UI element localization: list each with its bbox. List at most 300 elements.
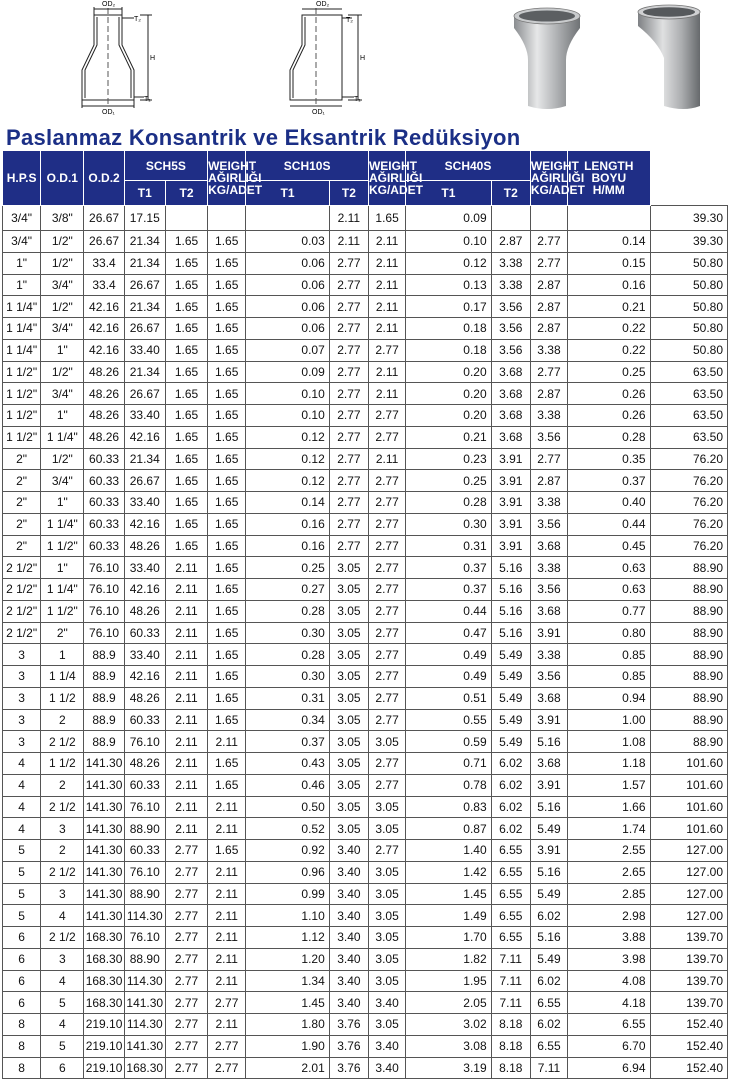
table-cell: 1.65 [208,470,246,492]
table-cell: 141.30 [124,1035,165,1057]
table-cell: 0.92 [246,840,329,862]
table-cell: 1.65 [208,753,246,775]
table-cell: 2.87 [530,470,567,492]
table-cell: 2.77 [165,905,207,927]
table-cell: 3.40 [368,992,405,1014]
table-cell: 0.14 [568,231,650,253]
table-cell: 2.87 [530,274,567,296]
table-cell: 2.87 [530,318,567,340]
table-cell: 2.77 [329,470,368,492]
table-cell: 6.55 [530,1035,567,1057]
table-cell: 1.70 [406,927,491,949]
table-cell: 60.33 [124,622,165,644]
table-cell: 2.55 [568,840,650,862]
table-cell: 127.00 [650,840,728,862]
table-cell: 3.05 [368,883,405,905]
table-cell: 2" [3,513,41,535]
table-cell: 5 [41,992,84,1014]
table-cell: 2.77 [329,274,368,296]
table-row [3,318,728,340]
table-cell: 88.90 [124,948,165,970]
table-cell: 2.77 [368,709,405,731]
table-cell: 42.16 [124,666,165,688]
table-cell: 4 [41,905,84,927]
table-cell: 2.77 [329,318,368,340]
table-cell: 5 [3,905,41,927]
table-cell: 3.91 [530,622,567,644]
table-cell: 2.77 [329,426,368,448]
table-cell: 1.45 [406,883,491,905]
table-cell: 1.65 [165,426,207,448]
table-cell: 1.65 [165,296,207,318]
table-cell: 60.33 [84,535,124,557]
table-cell: 2.77 [368,644,405,666]
table-cell: 3.38 [530,405,567,427]
table-cell: 4 [3,818,41,840]
table-cell: 42.16 [84,318,124,340]
eccentric-reducer-photo [614,2,724,117]
table-cell: 6.02 [530,1014,567,1036]
col-length: LENGTH BOYU H/MM [568,151,650,206]
table-cell: 6.55 [568,1014,650,1036]
table-cell: 2.11 [208,1014,246,1036]
table-cell: 1" [3,274,41,296]
table-cell: 2.11 [368,252,405,274]
table-row [3,666,728,688]
table-cell: 0.43 [246,753,329,775]
table-cell: 3.05 [368,970,405,992]
table-cell: 0.50 [246,796,329,818]
table-cell: 8 [3,1014,41,1036]
table-cell: 76.10 [124,861,165,883]
table-cell: 76.20 [650,470,728,492]
table-cell: 127.00 [650,883,728,905]
table-cell: 17.15 [124,206,165,231]
table-cell: 2" [3,535,41,557]
table-cell: 2.85 [568,883,650,905]
table-cell: 1.65 [208,579,246,601]
table-cell: 33.40 [124,405,165,427]
table-cell: 127.00 [650,861,728,883]
table-cell: 2.77 [165,927,207,949]
table-cell: 5.16 [530,731,567,753]
table-cell: 139.70 [650,948,728,970]
table-cell: 1/2" [41,252,84,274]
table-cell: 39.30 [650,231,728,253]
table-cell: 2.77 [165,1035,207,1057]
table-cell: 6.55 [491,840,530,862]
table-cell: 0.21 [568,296,650,318]
table-cell: 88.9 [84,731,124,753]
table-cell: 1.65 [208,448,246,470]
table-cell: 1.95 [406,970,491,992]
table-cell: 50.80 [650,274,728,296]
table-cell: 0.63 [568,579,650,601]
table-cell: 139.70 [650,992,728,1014]
table-cell: 5.49 [491,644,530,666]
table-cell: 1.65 [208,383,246,405]
table-cell: 3.05 [329,557,368,579]
table-cell: 3/4" [41,274,84,296]
table-cell: 88.90 [650,600,728,622]
table-cell: 7.11 [491,992,530,1014]
table-cell: 3.02 [406,1014,491,1036]
col-sch5s-t2: T2 [165,181,207,206]
col-sch10s-t1: T1 [246,181,329,206]
table-cell: 6 [41,1057,84,1079]
table-cell: 2.77 [530,361,567,383]
table-cell: 0.51 [406,687,491,709]
table-cell: 0.13 [406,274,491,296]
table-cell: 0.31 [406,535,491,557]
table-cell: 3 [41,948,84,970]
table-cell: 60.33 [84,448,124,470]
table-cell: 1.74 [568,818,650,840]
table-cell: 2.11 [208,731,246,753]
table-cell: 1" [41,405,84,427]
table-cell: 141.30 [124,992,165,1014]
table-cell: 1.65 [165,274,207,296]
table-row [3,905,728,927]
table-cell: 33.40 [124,492,165,514]
table-cell: 2.01 [246,1057,329,1079]
col-hps: H.P.S [3,151,41,206]
table-cell: 2.77 [530,252,567,274]
table-cell: 3.05 [329,818,368,840]
table-cell: 60.33 [84,513,124,535]
table-cell [530,206,567,231]
table-row [3,405,728,427]
table-cell: 0.47 [406,622,491,644]
table-cell: 63.50 [650,383,728,405]
table-cell: 2.77 [368,774,405,796]
table-cell: 0.16 [246,535,329,557]
col-sch10s: SCH10S [246,151,369,181]
table-cell: 3.91 [491,535,530,557]
table-cell: 0.15 [568,252,650,274]
table-cell: 21.34 [124,361,165,383]
table-cell: 3/4" [3,206,41,231]
table-cell: 76.10 [124,927,165,949]
table-cell: 2.11 [208,970,246,992]
table-cell: 4 [41,1014,84,1036]
table-cell: 3.91 [491,470,530,492]
table-cell: 88.90 [650,644,728,666]
table-cell: 2 1/2" [3,600,41,622]
table-row [3,252,728,274]
table-cell: 1 1/4" [41,513,84,535]
table-cell: 0.06 [246,296,329,318]
table-cell: 0.06 [246,318,329,340]
table-cell: 2.77 [329,448,368,470]
table-cell: 42.16 [124,426,165,448]
table-cell: 42.16 [124,513,165,535]
table-cell: 7.11 [491,970,530,992]
table-cell: 3.40 [329,992,368,1014]
table-cell: 1.65 [208,644,246,666]
table-cell: 6.02 [530,905,567,927]
table-cell: 5.49 [491,666,530,688]
table-cell: 76.10 [124,731,165,753]
table-cell: 5.49 [530,883,567,905]
table-cell: 2.77 [530,231,567,253]
table-cell: 6.55 [491,927,530,949]
table-cell: 1.65 [208,492,246,514]
table-cell: 1.82 [406,948,491,970]
table-cell: 2.11 [208,861,246,883]
od2-label: OD₂ [102,1,116,8]
table-row [3,1057,728,1079]
table-cell: 5 [3,840,41,862]
table-cell: 33.4 [84,274,124,296]
table-cell: 2.77 [329,535,368,557]
table-cell: 76.10 [84,600,124,622]
table-cell: 2.77 [368,492,405,514]
table-cell: 3.40 [329,970,368,992]
table-cell: 26.67 [84,206,124,231]
table-cell: 1.65 [165,535,207,557]
col-od1: O.D.1 [41,151,84,206]
table-cell: 33.40 [124,557,165,579]
table-cell: 2 1/2 [41,927,84,949]
table-cell: 0.44 [406,600,491,622]
table-cell: 0.18 [406,339,491,361]
table-cell: 3.88 [568,927,650,949]
table-cell: 76.20 [650,513,728,535]
table-cell: 219.10 [84,1057,124,1079]
table-cell: 1.65 [208,774,246,796]
table-cell: 1.65 [165,361,207,383]
table-cell: 33.4 [84,252,124,274]
table-cell: 1.66 [568,796,650,818]
table-cell: 2.77 [368,535,405,557]
table-cell: 0.30 [406,513,491,535]
table-cell: 0.31 [246,687,329,709]
table-cell: 3.40 [368,1035,405,1057]
table-row [3,535,728,557]
table-cell: 1.65 [165,383,207,405]
col-sch40s-t1: T1 [406,181,491,206]
table-cell: 0.37 [568,470,650,492]
table-cell: 2.77 [165,948,207,970]
table-cell: 2.77 [329,296,368,318]
table-cell: 88.90 [124,818,165,840]
col-sch10s-t2: T2 [329,181,368,206]
table-cell: 88.90 [124,883,165,905]
table-cell: 3.05 [368,1014,405,1036]
table-cell: 3.05 [329,731,368,753]
table-cell: 48.26 [84,383,124,405]
table-cell: 0.20 [406,383,491,405]
table-cell: 26.67 [124,470,165,492]
table-cell: 1.40 [406,840,491,862]
table-cell: 3 [41,818,84,840]
table-cell: 1.65 [165,448,207,470]
table-cell: 3.38 [530,492,567,514]
table-cell: 0.27 [246,579,329,601]
table-cell: 6.55 [491,861,530,883]
table-row [3,622,728,644]
table-cell [491,206,530,231]
table-cell: 33.40 [124,644,165,666]
table-cell: 0.45 [568,535,650,557]
table-cell: 0.46 [246,774,329,796]
table-cell: 3.40 [329,905,368,927]
table-cell: 42.16 [84,339,124,361]
table-cell: 3 [3,709,41,731]
table-cell: 0.49 [406,666,491,688]
table-cell: 42.16 [84,296,124,318]
table-cell: 3.05 [329,796,368,818]
table-cell: 2.11 [165,774,207,796]
table-cell: 168.30 [84,992,124,1014]
table-cell: 141.30 [84,818,124,840]
table-cell: 0.06 [246,252,329,274]
table-cell: 3.68 [530,687,567,709]
table-cell: 1.80 [246,1014,329,1036]
table-cell: 0.26 [568,383,650,405]
table-cell: 3 [3,644,41,666]
table-cell: 141.30 [84,905,124,927]
table-cell: 3 [3,687,41,709]
table-row [3,840,728,862]
table-cell: 1.42 [406,861,491,883]
table-cell: 1 1/2" [41,535,84,557]
table-cell: 88.9 [84,666,124,688]
table-cell: 3.68 [530,600,567,622]
table-cell: 5 [41,1035,84,1057]
table-cell: 127.00 [650,905,728,927]
table-cell: 4 [3,753,41,775]
table-cell: 6.02 [491,796,530,818]
table-cell: 0.23 [406,448,491,470]
table-cell: 1.18 [568,753,650,775]
table-cell: 2.77 [165,861,207,883]
table-cell: 3 [3,666,41,688]
table-cell: 2.77 [368,405,405,427]
table-row [3,274,728,296]
table-cell: 0.85 [568,644,650,666]
table-cell: 1.90 [246,1035,329,1057]
table-cell: 219.10 [84,1035,124,1057]
t2-label: T₂ [134,16,141,23]
table-row [3,206,728,231]
table-cell: 48.26 [124,535,165,557]
table-cell: 4.18 [568,992,650,1014]
table-cell: 21.34 [124,252,165,274]
table-cell: 1 1/2" [41,600,84,622]
table-cell: 3.56 [491,296,530,318]
table-cell: 3.91 [491,492,530,514]
col-od2: O.D.2 [84,151,124,206]
table-cell: 152.40 [650,1035,728,1057]
table-cell: 88.9 [84,709,124,731]
table-cell: 2.11 [165,709,207,731]
table-cell: 1.20 [246,948,329,970]
table-cell: 6.02 [530,970,567,992]
table-cell: 1.65 [208,318,246,340]
table-cell: 2.77 [368,339,405,361]
table-cell: 101.60 [650,753,728,775]
table-cell: 2.11 [165,579,207,601]
table-cell: 2.11 [208,796,246,818]
table-cell: 0.07 [246,339,329,361]
table-row [3,883,728,905]
table-cell: 5 [3,883,41,905]
table-cell: 1.65 [208,426,246,448]
table-cell: 0.25 [406,470,491,492]
table-cell: 0.28 [246,600,329,622]
table-cell: 0.03 [246,231,329,253]
od1-label: OD₁ [102,109,115,115]
table-cell: 3.05 [368,861,405,883]
table-cell: 88.9 [84,644,124,666]
table-cell: 0.30 [246,666,329,688]
table-cell: 2.11 [368,361,405,383]
table-cell: 2.11 [329,206,368,231]
table-cell: 0.25 [568,361,650,383]
table-cell: 114.30 [124,1014,165,1036]
table-cell: 1.65 [165,492,207,514]
table-cell: 3.40 [329,840,368,862]
table-row [3,231,728,253]
table-cell: 2.77 [165,883,207,905]
table-cell: 88.90 [650,687,728,709]
t2-label: T₂ [346,17,353,24]
table-cell: 1.65 [208,296,246,318]
table-cell: 2" [3,492,41,514]
table-cell: 2.77 [368,600,405,622]
table-cell: 50.80 [650,252,728,274]
table-cell: 2.77 [165,992,207,1014]
table-cell: 76.10 [84,622,124,644]
table-cell: 48.26 [124,600,165,622]
table-cell: 8.18 [491,1014,530,1036]
table-cell: 0.94 [568,687,650,709]
table-cell: 2.11 [165,557,207,579]
table-cell: 0.16 [246,513,329,535]
table-cell: 1.65 [165,252,207,274]
table-cell: 0.96 [246,861,329,883]
table-row [3,492,728,514]
table-cell: 1.65 [208,840,246,862]
table-cell: 4 [3,796,41,818]
table-cell: 3.40 [329,948,368,970]
table-cell: 0.20 [406,405,491,427]
table-cell: 2.77 [208,1035,246,1057]
table-cell: 2 1/2" [3,622,41,644]
table-cell: 3.40 [329,927,368,949]
table-cell: 3.56 [491,318,530,340]
table-cell: 2 [41,774,84,796]
table-cell: 2.77 [329,492,368,514]
table-cell: 2.77 [368,622,405,644]
table-cell: 50.80 [650,296,728,318]
table-cell: 2.11 [165,687,207,709]
table-cell: 3.05 [329,600,368,622]
table-cell: 1.65 [165,231,207,253]
table-cell: 2.11 [165,622,207,644]
table-cell: 76.10 [84,557,124,579]
table-cell: 3.38 [491,274,530,296]
table-cell: 39.30 [650,206,728,231]
table-cell: 6 [3,992,41,1014]
table-cell: 5.16 [491,622,530,644]
h-label: H [150,55,156,62]
table-cell: 3/8" [41,206,84,231]
table-cell: 2 1/2" [3,557,41,579]
table-cell: 3 [41,883,84,905]
